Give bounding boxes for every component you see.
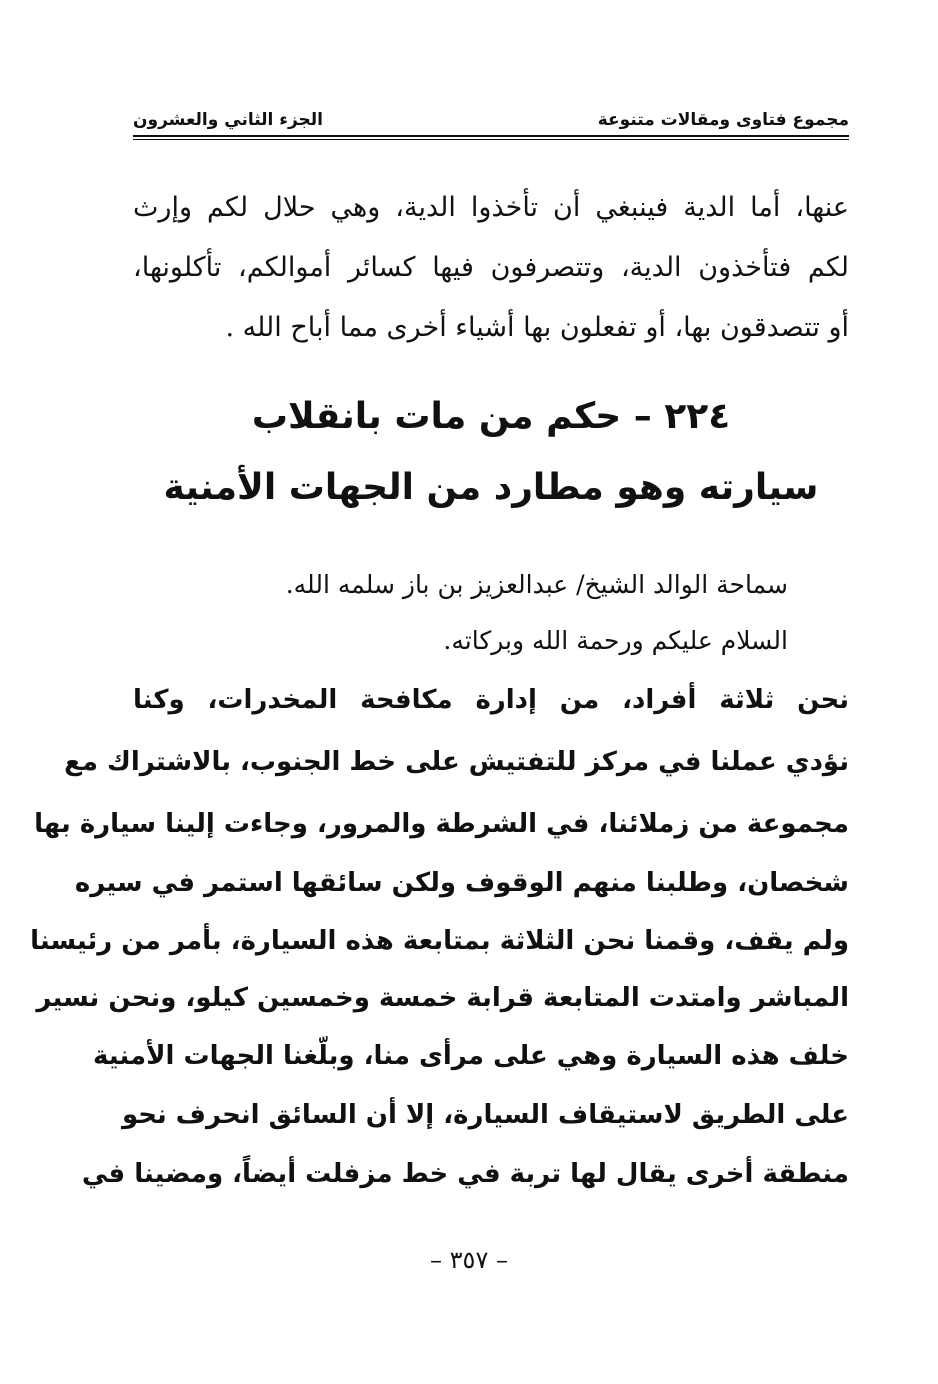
- question-line: المباشر وامتدت المتابعة قرابة خمسة وخمسين كيلو، ونحن نسير: [36, 983, 849, 1013]
- salutation-addressee: سماحة الوالد الشيخ/ عبدالعزيز بن باز سلمه الله.: [285, 570, 788, 599]
- question-line: مجموعة من زملائنا، في الشرطة والمرور، وجاءت إلينا سيارة بها: [34, 809, 849, 839]
- page-number: – ٣٥٧ –: [430, 1246, 508, 1274]
- fatwa-title-line-1: ٢٢٤ – حكم من مات بانقلاب: [251, 396, 731, 437]
- intro-line: لكم فتأخذون الدية، وتتصرفون فيها كسائر أموالكم، تأكلونها،: [133, 252, 849, 283]
- question-line: خلف هذه السيارة وهي على مرأى منا، وبلّغنا الجهات الأمنية: [93, 1041, 849, 1071]
- question-line: شخصان، وطلبنا منهم الوقوف ولكن سائقها استمر في سيره: [74, 868, 849, 898]
- header-rule: [133, 135, 849, 137]
- question-line: على الطريق لاستيقاف السيارة، إلا أن السائق انحرف نحو: [121, 1100, 849, 1130]
- intro-line: أو تتصدقون بها، أو تفعلون بها أشياء أخرى مما أباح الله .: [225, 312, 849, 343]
- question-line: نحن ثلاثة أفراد، من إدارة مكافحة المخدرات، وكنا: [133, 685, 849, 715]
- question-line: نؤدي عملنا في مركز للتفتيش على خط الجنوب، بالاشتراك مع: [64, 747, 849, 777]
- running-header: [133, 92, 849, 130]
- header-rule-thin: [133, 139, 849, 140]
- question-line: ولم يقف، وقمنا نحن الثلاثة بمتابعة هذه السيارة، بأمر من رئيسنا: [30, 926, 849, 956]
- intro-line: عنها، أما الدية فينبغي أن تأخذوا الدية، وهي حلال لكم وإرث: [133, 192, 849, 223]
- header-volume-title: الجزء الثاني والعشرون: [133, 110, 324, 130]
- question-line: منطقة أخرى يقال لها تربة في خط مزفلت أيضاً، ومضينا في: [81, 1159, 849, 1189]
- header-book-title: مجموع فتاوى ومقالات متنوعة: [597, 110, 849, 130]
- fatwa-title-line-2: سيارته وهو مطارد من الجهات الأمنية: [163, 467, 819, 508]
- salutation-greeting: السلام عليكم ورحمة الله وبركاته.: [443, 626, 788, 655]
